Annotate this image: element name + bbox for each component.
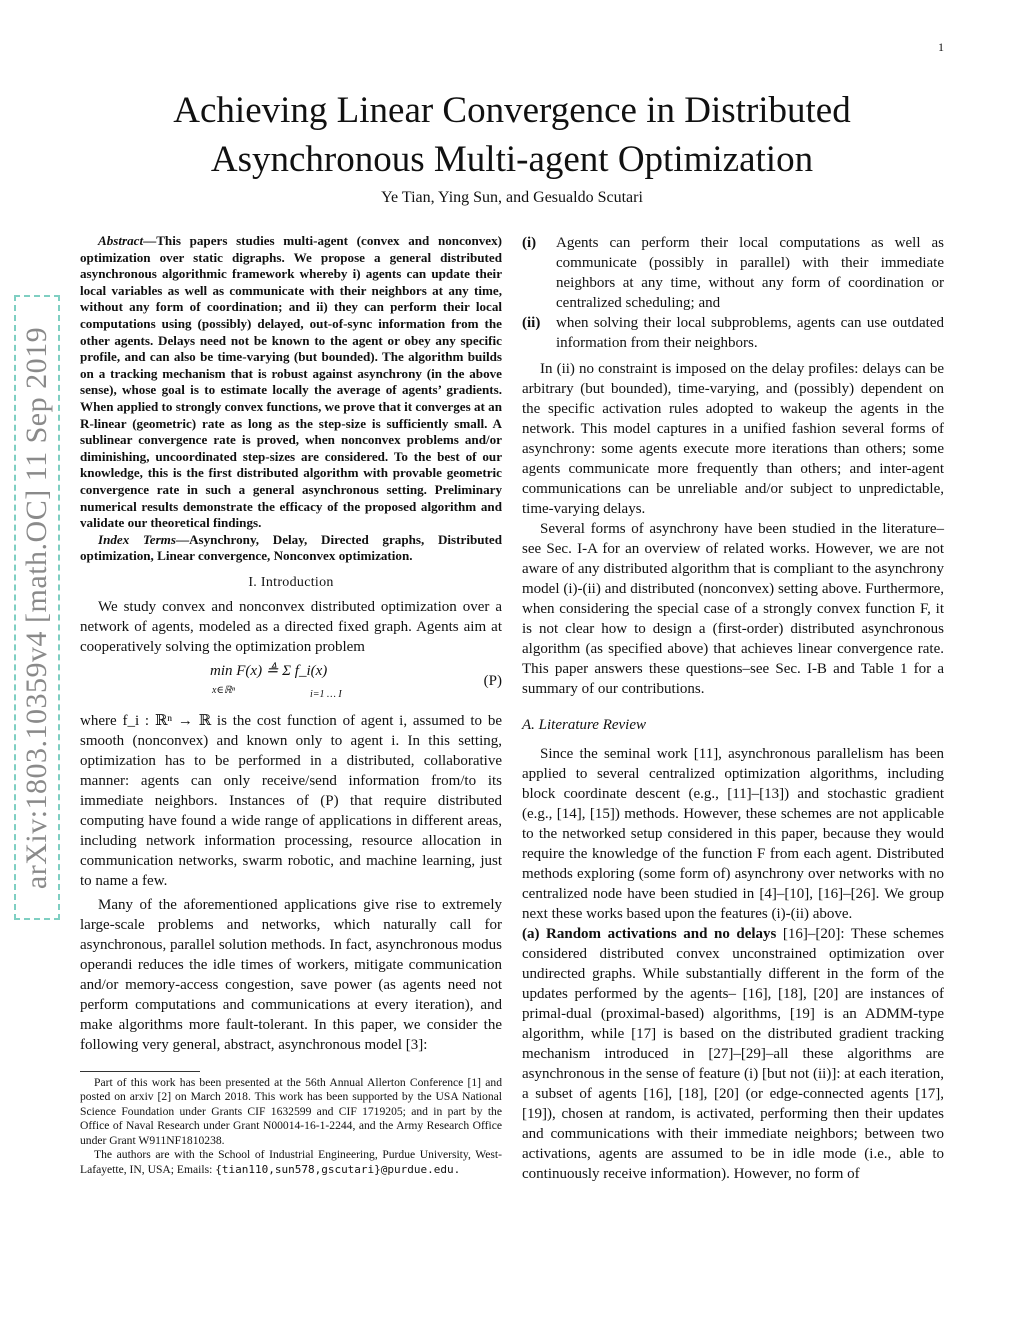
right-paragraph-2: Several forms of asynchrony have been studied in the literature–see Sec. I-A for an overview of related works. However, we are not aware of any distributed algorithm that is compliant to the asynchrony model (i)-(ii) and distributed (nonconvex) setting above. Furthermore, when considering the special case of a strongly convex function F, it is not clear how to design a (first-order) distributed asynchronous algorithm (as specified above) that achieves linear convergence rate. This paper answers these questions–see Sec. I-B and Table 1 for a summary of our contributions. xyxy=(522,521,944,697)
abstract-text: —This papers studies multi-agent (convex and nonconvex) optimization over static digraphs. We propose a general distributed asynchronous algorithmic framework whereby i) agents can update their local variables as well as communicate with their neighbors at any time, without any form of coordination; and ii) they can perform their local computations using (possibly) delayed, out-of-sync information from the other agents. Delays need not be known to the agent or obey any specific profile, and can also be time-varying (but bounded). The algorithm builds on a tracking mechanism that is robust against asynchrony (in the above sense), whose goal is to estimate locally the average of agents’ gradients. When applied to strongly convex functions, we prove that it converges at an R-linear (geometric) rate as long as the step-size is sufficiently small. A sublinear convergence rate is proved, when nonconvex problems and/or diminishing, uncoordinated step-sizes are considered. To the best of our knowledge, this is the first distributed algorithm with provable geometric convergence rate in such a general asynchronous setting. Preliminary numerical results demonstrate the efficacy of the proposed algorithm and validate our theoretical findings. xyxy=(80,233,502,531)
right-paragraph-4 xyxy=(522,924,944,1184)
intro-paragraph-1: We study convex and nonconvex distributed optimization over a network of agents, modeled as a directed fixed graph. Agents aim at cooperatively solving the optimization problem xyxy=(80,598,502,655)
intro-paragraph-3: Many of the aforementioned applications give rise to extremely large-scale problems and networks, which naturally call for asynchronous, parallel solution methods. In fact, asynchronous modus operandi reduces the idle times of workers, mitigate communication and/or memory-access congestion, save power (as agents need not perform computations and communications at every iteration), and make algorithms more fault-tolerant. In this paper, we consider the following very general, abstract, asynchronous model [3]: xyxy=(80,896,502,1053)
arxiv-identifier[interactable]: arXiv:1803.10359v4 [math.OC] 11 Sep 2019 xyxy=(20,326,53,889)
model-item-i xyxy=(522,233,944,313)
paper-title xyxy=(0,86,1024,184)
index-terms-text: —Asynchrony, Delay, Directed graphs, Distributed optimization, Linear convergence, Nonconvex optimization. xyxy=(80,531,502,564)
intro-paragraph-2: where f_i : ℝⁿ → ℝ is the cost function of agent i, assumed to be smooth (nonconvex) and known only to agent i. In this setting, optimization has to be performed in a distributed, collaborative manner: agents can only receive/send information from/to its immediate neighbors. Instances of (P) that require distributed computing have found a wide range of applications in different areas, including network information processing, resource allocation in communication networks, swarm robotic, and machine learning, just to name a few. xyxy=(80,712,502,889)
random-activations-lead: (a) Random activations and no delays xyxy=(522,926,777,942)
model-item-i-text: Agents can perform their local computations as well as communicate (possibly in parallel) with their immediate neighbors at any time, without any form of coordination or centralized scheduling; and xyxy=(556,235,944,311)
equation-body: min F(x) ≜ Σ f_i(x) xyxy=(210,662,328,679)
footnote-funding: Part of this work has been presented at the 56th Annual Allerton Conference [1] and posted on arxiv [2] on March 2018. This work has been supported by the USA National Science Foundation under Grants CIF 1632599 and CIF 1719205; and in part by the Office of Naval Research under Grant N00014-16-1-2244, and the Army Research Office under Grant W911NF1810238. xyxy=(80,1075,502,1147)
left-column xyxy=(80,233,502,1177)
footnote-affiliation xyxy=(80,1148,502,1177)
author-list: Ye Tian, Ying Sun, and Gesualdo Scutari xyxy=(381,189,643,206)
model-item-i-label: (i) xyxy=(522,235,537,251)
footnote-divider xyxy=(80,1071,200,1072)
right-paragraph-4-text: [16]–[20]: These schemes considered distributed convex unconstrained optimization over undirected graphs. While substantially different in the form of the updates performed by the agents– [16], [18], [20] are instances of primal-dual (proximal-based) algorithms, [19] is an ADMM-type algorithm, while [17] is based on the distributed gradient tracking mechanism introduced in [27]–[29]–all these algorithms are asynchronous in the sense of feature (i) [but not (ii)]: at each iteration, a subset of agents [16], [18], [20] (or edge-connected agents [17], [19]), chosen at random, is activated, performing then their updates and communications with their immediate neighbors; between two activations, agents are assumed to be in idle mode (i.e., able to continuously receive information). However, no form of xyxy=(522,926,944,1182)
model-item-ii xyxy=(522,313,944,353)
section-heading-introduction: I. Introduction xyxy=(248,574,334,590)
equation-subscript: x∈ℝⁿ xyxy=(212,684,235,696)
model-item-ii-text: when solving their local subproblems, agents can use outdated information from their neighbors. xyxy=(556,315,944,351)
footnote-affiliation-text: The authors are with the School of Industrial Engineering, Purdue University, West-Lafayette, IN, USA; Emails: xyxy=(80,1148,502,1176)
arxiv-identifier-stamp[interactable] xyxy=(14,295,60,920)
abstract xyxy=(80,233,502,532)
subsection-heading-literature-review: A. Literature Review xyxy=(522,717,646,733)
index-terms xyxy=(80,532,502,565)
equation-sum-bounds: i=1 … I xyxy=(310,688,342,700)
right-paragraph-3: Since the seminal work [11], asynchronous parallelism has been applied to several centralized optimization algorithms, including block coordinate descent (e.g., [11]–[13]) and stochastic gradient (e.g., [14], [15]) methods. However, these schemes are not applicable to the networked setup considered in this paper, because they would require the knowledge of the function F from each agent. Distributed methods exploring (some form of) asynchrony over networks with no centralized node have been studied in [4]–[10], [16]–[26]. We group next these works based upon the features (i)-(ii) above. xyxy=(522,746,944,922)
equation-p xyxy=(80,659,502,707)
title-line-1: Achieving Linear Convergence in Distributed xyxy=(173,90,851,131)
right-paragraph-1: In (ii) no constraint is imposed on the delay profiles: delays can be arbitrary (but bounded), time-varying, and (possibly) dependent on the specific activation rules adopted to wakeup the agents in the network. This model captures in a unified fashion several forms of asynchrony: some agents execute more iterations than others; some agents communicate more frequently than others; and inter-agent communications can be unreliable and/or subject to unpredictable, time-varying delays. xyxy=(522,361,944,517)
right-column xyxy=(522,233,944,1184)
abstract-label: Abstract xyxy=(98,233,144,248)
title-line-2: Asynchronous Multi-agent Optimization xyxy=(210,139,814,180)
equation-label[interactable]: (P) xyxy=(483,672,502,689)
model-item-ii-label: (ii) xyxy=(522,315,541,331)
page-number: 1 xyxy=(938,40,944,54)
index-terms-label: Index Terms xyxy=(98,531,176,547)
footnote-emails: {tian110,sun578,gscutari}@purdue.edu. xyxy=(215,1162,461,1176)
